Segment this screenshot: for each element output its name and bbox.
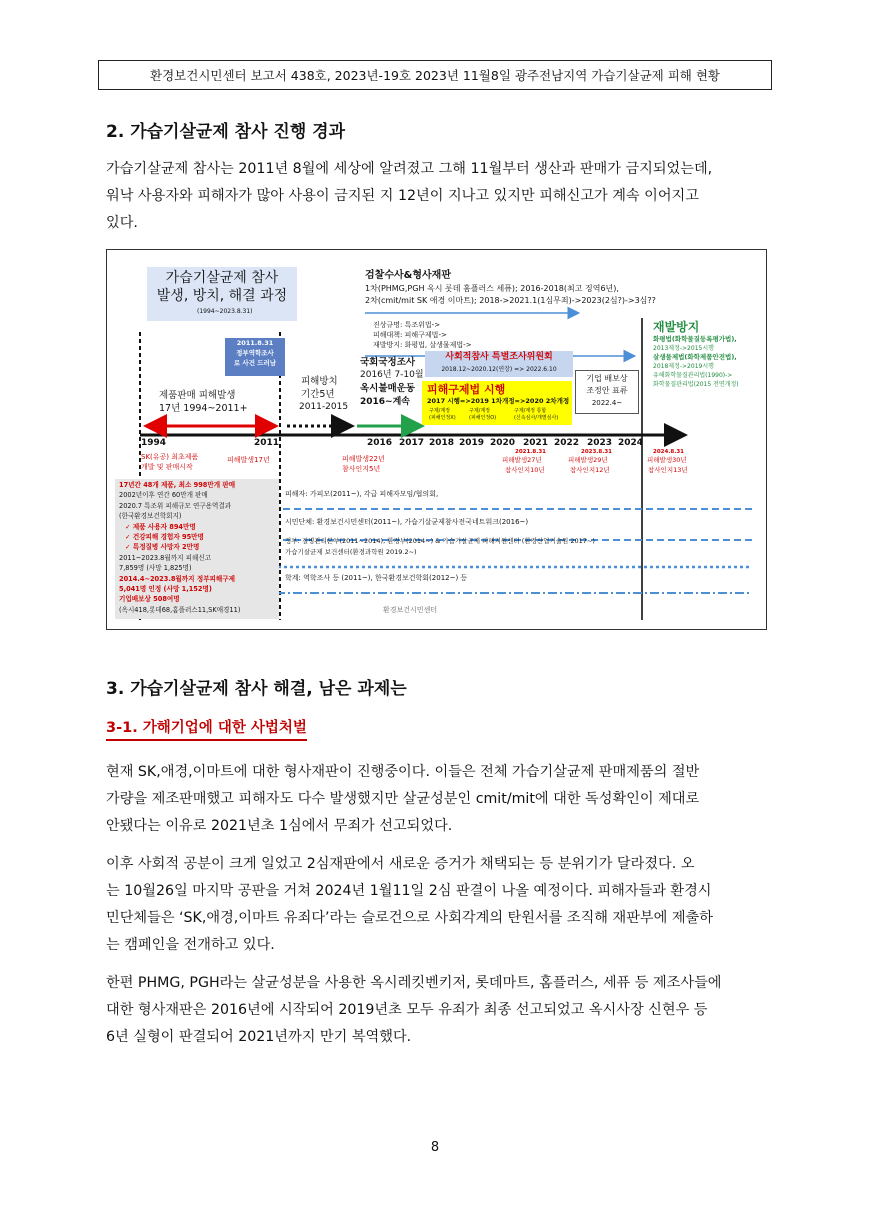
commission-box: [425, 351, 573, 377]
year-label: 2016: [367, 438, 393, 448]
paragraph-line: 한편 PHMG, PGH라는 살균성분을 사용한 옥시레킷벤키저, 롯데마트, 홈플러스, 세퓨 등 제조사들에: [106, 975, 722, 991]
note-2021: 피해발생27년: [502, 456, 542, 464]
statistic-item: (한국환경보건학회지): [119, 512, 182, 521]
neglect-line: 기간5년: [301, 389, 335, 400]
paragraph-line: 대한 형사재판은 2016년에 시작되어 2019년초 모두 유죄가 최종 선고되었고 옥시사장 신현우 등: [106, 1002, 708, 1018]
statistic-item: 5,041명 인정 (사망 1,152명): [119, 585, 212, 593]
relief-law-col: (신속심사/개별심사): [514, 415, 559, 421]
subsection-title: 3-1. 가해기업에 대한 사법처벌: [106, 716, 307, 741]
audit-line: 국회국정조사: [360, 357, 416, 368]
paragraph-line: 는 캠페인을 전개하고 있다.: [106, 937, 275, 953]
paragraph-line: 는 10월26일 마지막 공판을 거쳐 2024년 1월11일 2심 판결이 나올 예정이다. 피해자들과 환경시: [106, 883, 712, 899]
commission-title: 사회적참사 특별조사위원회: [445, 352, 553, 362]
paragraph-1: [106, 759, 770, 840]
lane-civic-label: 시민단체: 환경보건시민센터(2011~), 가습기살균제참사전국네트워크(2016~): [285, 518, 529, 526]
statistic-item: 2020.7 특조위 피해규모 연구용역결과: [119, 501, 232, 510]
note-2024: 2024.8.31: [653, 449, 684, 455]
event-2011-box: [225, 338, 285, 376]
paragraph-line: 있다.: [106, 215, 138, 231]
title-box-line1: 가습기살균제 참사: [165, 270, 279, 286]
year-label: 1994: [141, 438, 167, 448]
title-box-line2: 발생, 방치, 해결 과정: [156, 288, 288, 304]
note-2011: 피해발생17년: [227, 456, 270, 464]
event-2011-line: 2011.8.31: [236, 339, 274, 347]
paragraph-line: 민단체들은 ‘SK,애경,이마트 유죄다’라는 슬로건으로 사회각계의 탄원서를 조직해 재판부에 제출하: [106, 910, 713, 926]
statistic-item: ✓ 특정질병 사망자 2만명: [125, 543, 200, 552]
lane-academia-label: 학계: 역학조사 등 (2011~), 한국환경보건학회(2012~) 등: [285, 574, 468, 582]
year-label: 2023: [587, 438, 613, 448]
year-label: 2024: [618, 438, 644, 448]
year-label: 2019: [459, 438, 485, 448]
statistic-item: ✓ 건강피해 경험자 95만명: [125, 533, 204, 541]
timeline-figure: [106, 249, 767, 630]
recurrence-item: 화평법(화학물질등록평가법),: [653, 335, 737, 343]
note-2021: 2021.8.31: [515, 449, 546, 455]
year-label: 2011: [254, 438, 280, 448]
statistic-item: 7,859명 (사망 1,825명): [119, 564, 192, 573]
event-2011-line: 정부역학조사: [236, 349, 274, 357]
relief-law-title: 피해구제법 시행: [427, 383, 506, 396]
relief-law-col: 구제/계정: [429, 408, 451, 414]
note-2016: 참사인지5년: [342, 465, 381, 473]
sk-note: SK(유공) 최초제품: [141, 453, 199, 461]
note-2016: 피해발생22년: [342, 455, 385, 463]
sales-damage-line: 제품판매 피해발생: [159, 390, 236, 401]
note-2024: 피해발생30년: [647, 456, 687, 464]
lane-government-label: 정부: 질병관리본부(2011~2014), 환경부(2014~) & 가습기살균제 피해지원센터 (환경산업기술원 2017~): [285, 537, 595, 545]
relief-law-sub: 2017 시행=>2019 1차개정=>2020 2차개정: [427, 397, 570, 405]
recurrence-item: 유해화학물질관리법(1990)->: [653, 372, 733, 379]
neglect-line: 피해방치: [301, 376, 338, 387]
relief-law-box: [422, 381, 572, 425]
report-header: 환경보건시민센터 보고서 438호, 2023년-19호 2023년 11월8일 광주전남지역 가습기살균제 피해 현황: [98, 60, 772, 90]
statistic-item: 2002년이후 연간 60만개 판매: [119, 491, 208, 500]
page-number: 8: [430, 1140, 440, 1155]
title-box-period: (1994~2023.8.31): [197, 308, 253, 315]
paragraph-line: 6년 실형이 판결되어 2021년까지 만기 복역했다.: [106, 1029, 412, 1045]
sales-damage-line: 17년 1994~2011+: [159, 403, 248, 414]
statistic-item: 2011~2023.8월까지 피해신고: [119, 553, 212, 562]
relief-law-col: (피해인정X): [429, 415, 456, 421]
paragraph-line: 가량을 제조판매했고 피해자도 다수 발생했지만 살균성분인 cmit/mit에 대한 독성확인이 제대로: [106, 791, 700, 807]
recurrence-item: 살생물제법(화학제품안전법),: [653, 353, 737, 361]
prosecution-title: 검찰수사&형사재판: [365, 270, 452, 281]
lane-government-label-2: 가습기살균제 보건센터(환경과학원 2019.2~): [285, 548, 417, 556]
audit-line: 옥시불매운동: [360, 383, 416, 394]
measure-item: 진상규명: 특조위법->: [373, 321, 441, 329]
note-2024: 참사인지13년: [648, 466, 688, 474]
paragraph-line: 워낙 사용자와 피해자가 많아 사용이 금지된 지 12년이 지나고 있지만 피해신고가 계속 이어지고: [106, 188, 699, 204]
recurrence-title: 재발방지: [653, 320, 700, 334]
section-3-title: 3. 가습기살균제 참사 해결, 남은 과제는: [106, 679, 407, 699]
recurrence-item: 2018제정->2019시행: [653, 363, 714, 370]
note-2023: 피해발생29년: [568, 456, 608, 464]
sk-note: 개발 및 판매시작: [141, 463, 193, 471]
measure-item: 재발방지: 화평법, 살생물제법->: [373, 341, 472, 349]
statistics-box: [115, 479, 279, 619]
recurrence-item: 화학물질관리법(2015 전면개정): [653, 381, 739, 388]
measure-item: 피해대책: 피해구제법->: [373, 331, 447, 339]
year-label: 2020: [490, 438, 516, 448]
relief-law-col: 구제/계정 통합: [514, 408, 547, 414]
paragraph-3: [106, 970, 770, 1051]
neglect-line: 2011-2015: [299, 402, 349, 412]
statistic-item: 기업배보상 508여명: [119, 595, 180, 604]
note-2023: 참사인지12년: [570, 466, 610, 474]
year-label: 2022: [554, 438, 580, 448]
section-2-title: 2. 가습기살균제 참사 진행 경과: [106, 122, 346, 142]
statistic-item: 17년간 48개 제품, 최소 998만개 판매: [119, 481, 236, 489]
year-label: 2018: [429, 438, 455, 448]
lane-victims-label: 피해자: 가피모(2011~), 각급 피해자모임/협의회,: [285, 490, 439, 498]
statistic-item: 2014.4~2023.8월까지 정부피해구제: [119, 574, 236, 583]
corp-comp-line: 2022.4~: [591, 399, 623, 407]
paragraph-line: 이후 사회적 공분이 크게 일었고 2심재판에서 새로운 증거가 채택되는 등 분위기가 달라졌다. 오: [106, 856, 695, 872]
corp-comp-line: 조정안 표류: [586, 386, 628, 395]
paragraph-line: 가습기살균제 참사는 2011년 8월에 세상에 알려졌고 그해 11월부터 생산과 판매가 금지되었는데,: [106, 161, 713, 177]
paragraph-line: 안됐다는 이유로 2021년초 1심에서 무죄가 선고되었다.: [106, 818, 453, 834]
statistic-item: ✓ 제품 사용자 894만명: [125, 522, 196, 531]
commission-period: 2018.12~2020.12(연장) => 2022.6.10: [441, 366, 557, 373]
paragraph-2: [106, 851, 770, 959]
audit-line: 2016년 7-10월: [360, 370, 424, 380]
audit-line: 2016~계속: [360, 397, 410, 407]
prosecution-line2: 2차(cmit/mit SK 애경 이마트); 2018->2021.1(1심무죄)->2023(2심?)->3심??: [365, 296, 656, 305]
year-label: 2021: [523, 438, 549, 448]
statistic-item: (옥시418,롯데68,홈플러스11,SK애경11): [119, 605, 241, 614]
note-2021: 참사인지10년: [505, 466, 545, 474]
recurrence-item: 2013제정->2015시행: [653, 345, 714, 352]
prosecution-line1: 1차(PHMG,PGH 옥시 롯데 홈플러스 세퓨); 2016-2018(최고 징역6년),: [365, 284, 619, 293]
section-2-paragraph: [106, 156, 770, 237]
corp-compensation-box: [575, 370, 639, 414]
figure-source: 환경보건시민센터: [383, 606, 438, 614]
note-2023: 2023.8.31: [581, 449, 612, 455]
corp-comp-line: 기업 배보상: [586, 374, 628, 383]
relief-law-col: 구제/계정: [469, 408, 491, 414]
event-2011-line: 로 사건 드러남: [233, 359, 277, 367]
year-label: 2017: [399, 438, 425, 448]
paragraph-line: 현재 SK,애경,이마트에 대한 형사재판이 진행중이다. 이들은 전체 가습기살균제 판매제품의 절반: [106, 764, 700, 780]
relief-law-col: (피해인정O): [469, 415, 497, 421]
